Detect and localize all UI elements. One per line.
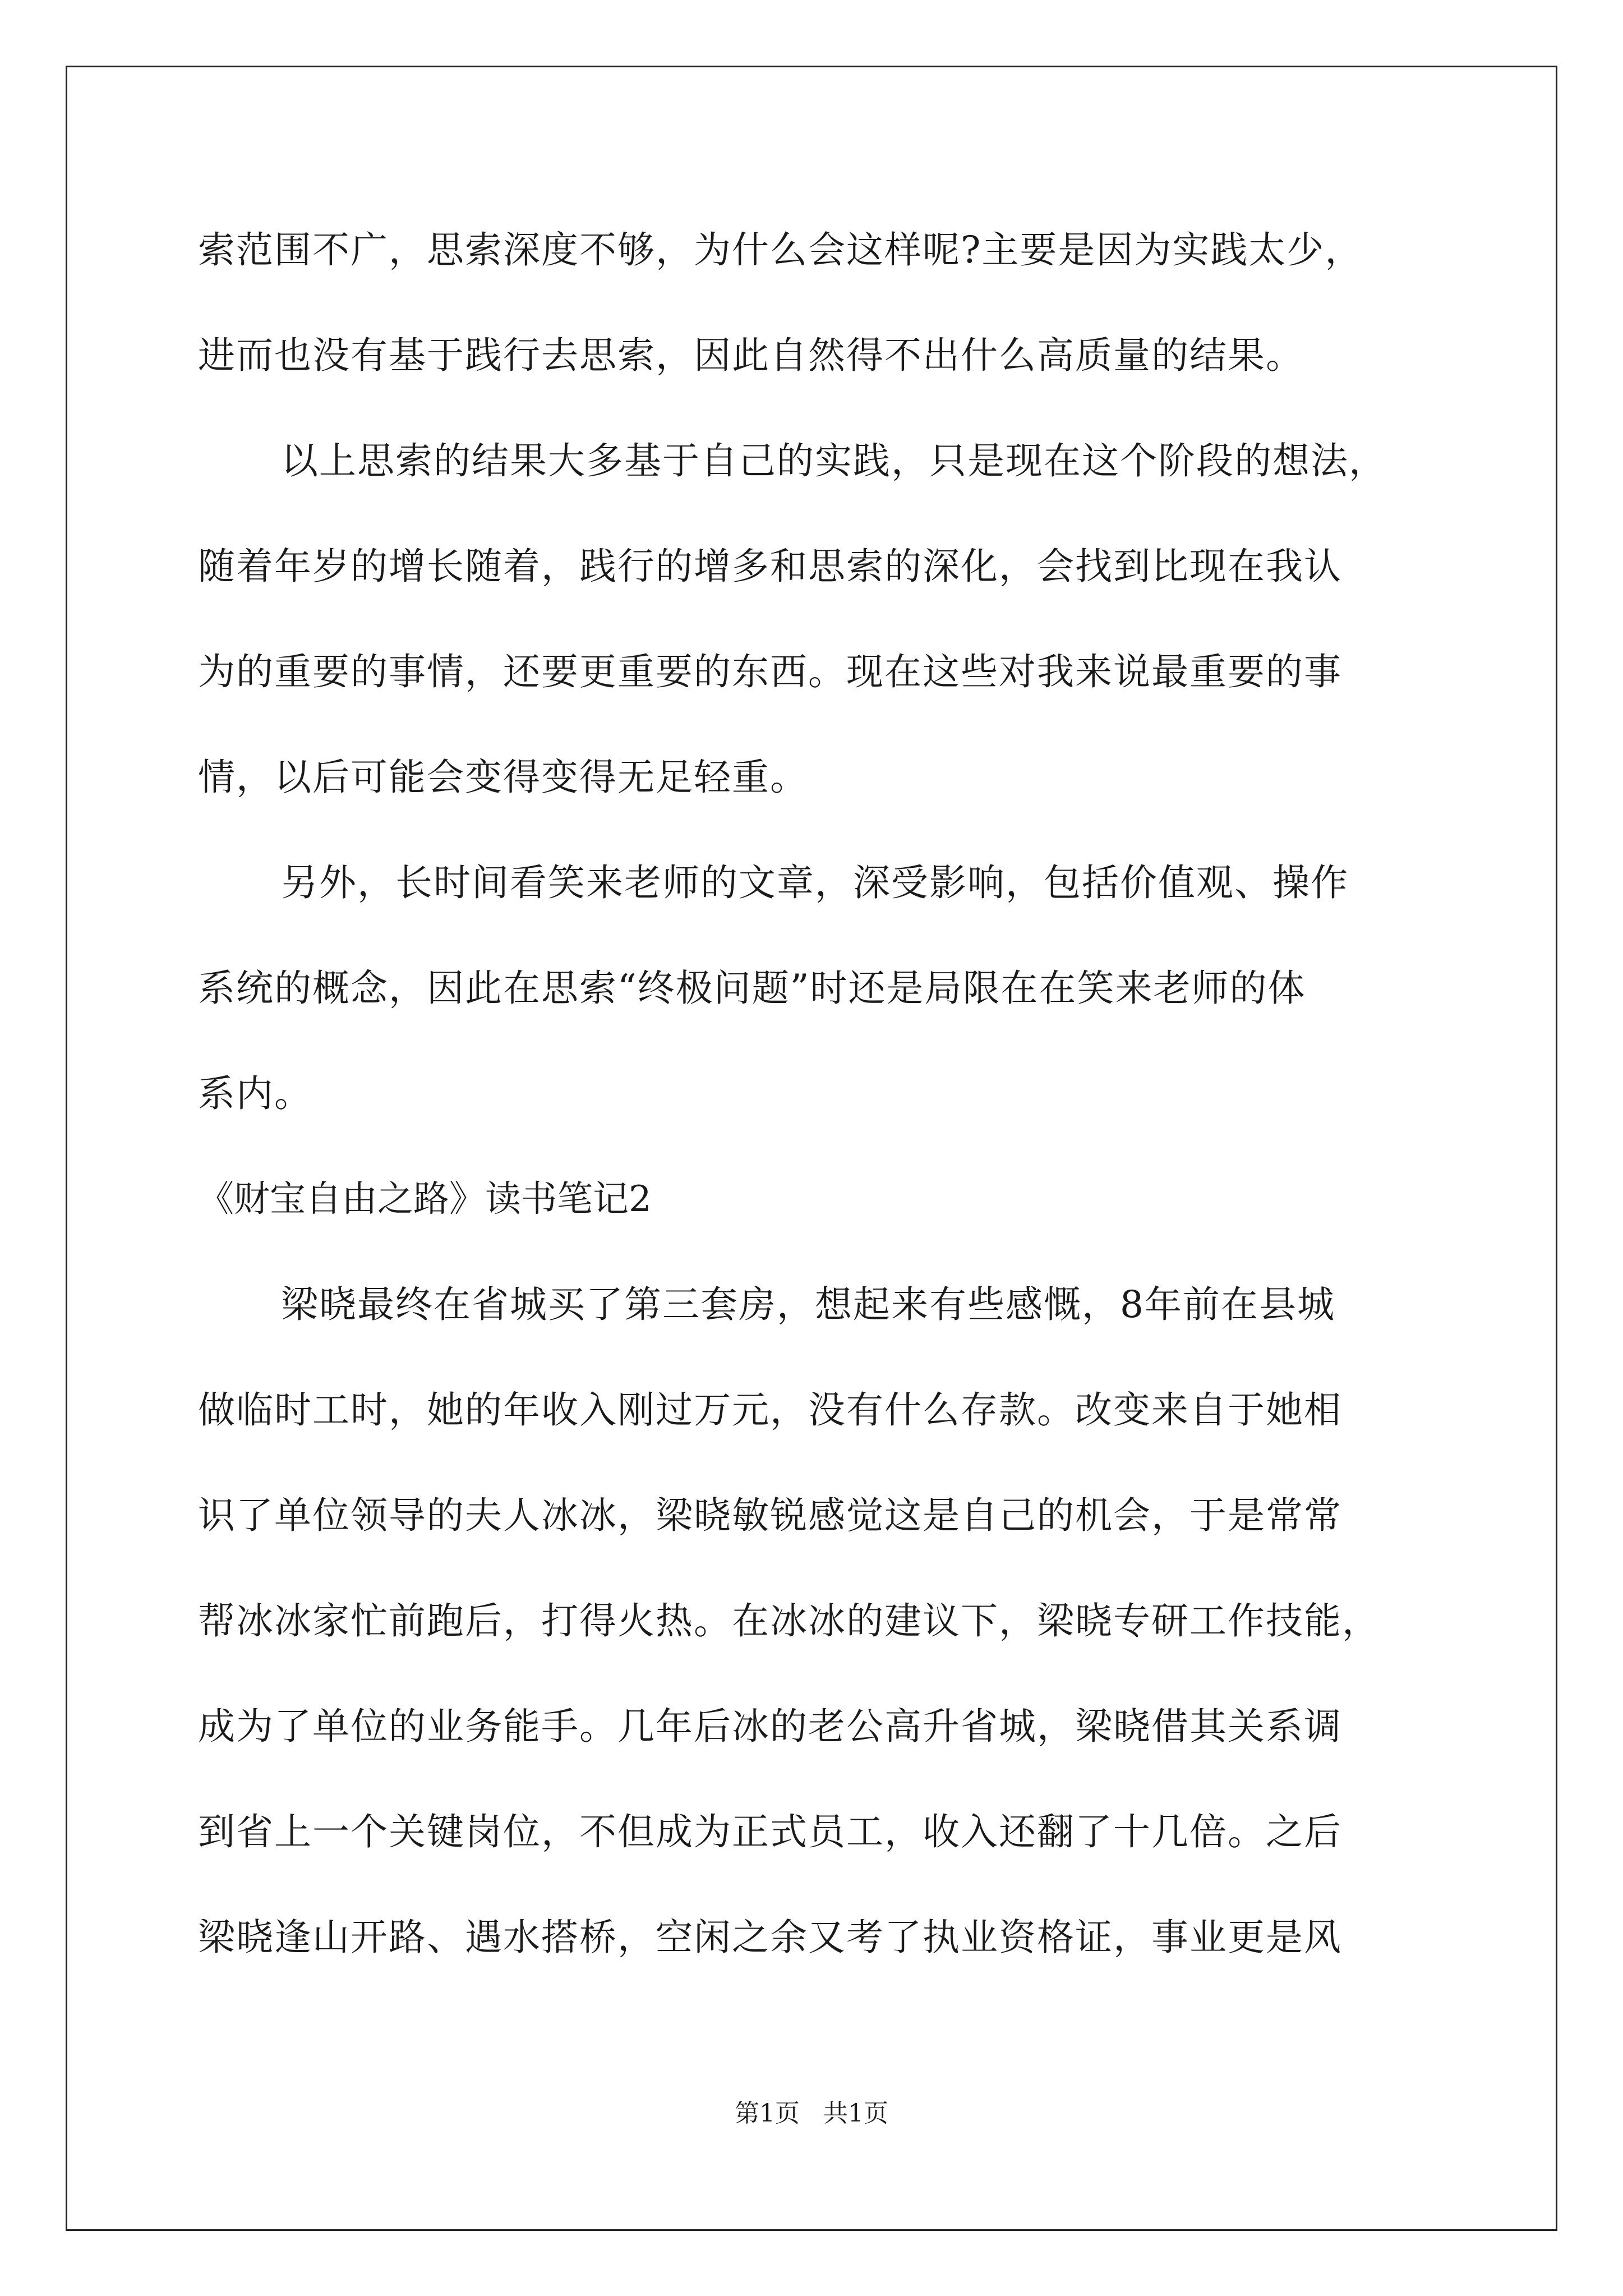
document-body xyxy=(198,197,1443,1990)
text-line: 成为了单位的业务能手。几年后冰的老公高升省城，梁晓借其关系调 xyxy=(198,1705,1342,1748)
text-line: 情，以后可能会变得变得无足轻重。 xyxy=(198,756,808,799)
text-line: 识了单位领导的夫人冰冰，梁晓敏锐感觉这是自己的机会，于是常常 xyxy=(198,1494,1342,1537)
text-line: 梁晓最终在省城买了第三套房，想起来有些感慨，8年前在县城 xyxy=(281,1283,1335,1326)
text-line: 到省上一个关键岗位，不但成为正式员工，收入还翻了十几倍。之后 xyxy=(198,1810,1342,1853)
text-line: 系内。 xyxy=(198,1072,312,1115)
text-line: 为的重要的事情，还要更重要的东西。现在这些对我来说最重要的事 xyxy=(198,650,1342,693)
text-line: 随着年岁的增长随着，践行的增多和思索的深化，会找到比现在我认 xyxy=(198,545,1342,588)
text-line: 另外，长时间看笑来老师的文章，深受影响，包括价值观、操作 xyxy=(281,861,1349,904)
text-line: 做临时工时，她的年收入刚过万元，没有什么存款。改变来自于她相 xyxy=(198,1388,1342,1432)
text-line: 索范围不广，思索深度不够，为什么会这样呢?主要是因为实践太少， xyxy=(198,228,1363,272)
page-footer: 第1页 共1页 xyxy=(735,2099,888,2128)
text-line: 系统的概念，因此在思索“终极问题”时还是局限在在笑来老师的体 xyxy=(198,967,1306,1010)
section-heading: 《财宝自由之路》读书笔记2 xyxy=(198,1179,652,1220)
text-line: 帮冰冰家忙前跑后，打得火热。在冰冰的建议下，梁晓专研工作技能， xyxy=(198,1599,1380,1642)
text-line: 梁晓逢山开路、遇水搭桥，空闲之余又考了执业资格证，事业更是风 xyxy=(198,1916,1342,1959)
text-line: 进而也没有基于践行去思索，因此自然得不出什么高质量的结果。 xyxy=(198,334,1304,377)
text-line: 以上思索的结果大多基于自己的实践，只是现在这个阶段的想法， xyxy=(281,439,1387,482)
